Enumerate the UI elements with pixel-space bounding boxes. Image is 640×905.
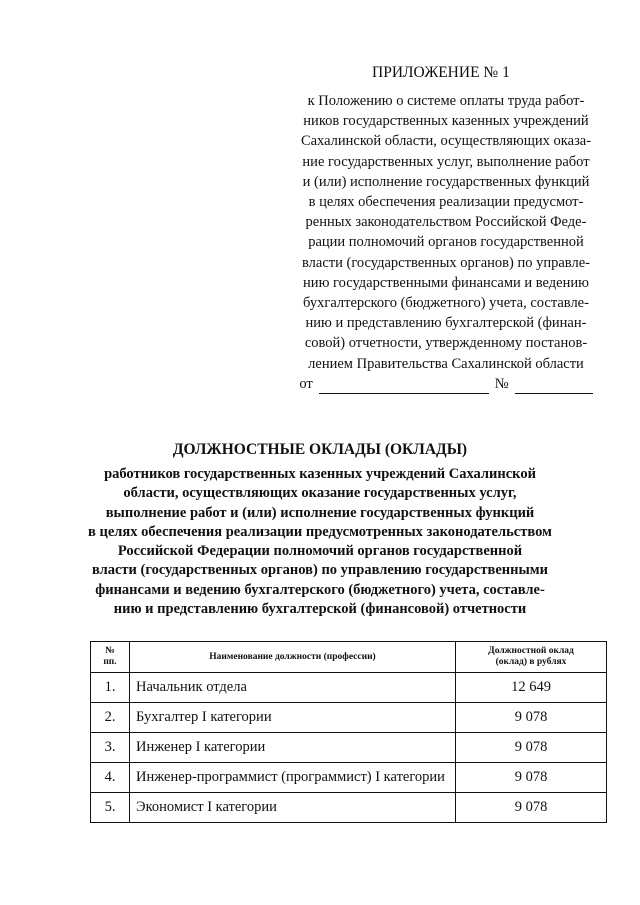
row-position-name: Инженер I категории (130, 733, 456, 763)
appendix-line: лением Правительства Сахалинской области (308, 355, 584, 372)
date-number-line (282, 374, 610, 394)
appendix-line: ренных законодательством Российской Феде- (305, 214, 587, 231)
row-salary: 9 078 (456, 793, 607, 823)
subtitle-line: в целях обеспечения реализации предусмотренных законодательством (88, 523, 552, 540)
row-number: 4. (91, 763, 130, 793)
row-number: 3. (91, 733, 130, 763)
appendix-title: ПРИЛОЖЕНИЕ № 1 (372, 64, 510, 81)
row-salary: 9 078 (456, 763, 607, 793)
header-number-line2: пп. (103, 657, 117, 667)
subtitle-line: нию и представлению бухгалтерской (финансовой) отчетности (113, 601, 527, 618)
header-salary-line1: Должностной оклад (488, 646, 574, 656)
date-blank (319, 379, 489, 394)
row-number: 5. (91, 793, 130, 823)
number-blank (515, 379, 593, 394)
document-subtitle (40, 465, 600, 619)
header-number (91, 642, 130, 673)
subtitle-line: власти (государственных органов) по управлению государственными (91, 562, 549, 579)
table-row (91, 733, 607, 763)
subtitle-line: работников государственных казенных учреждений Сахалинской (104, 466, 536, 482)
salary-table (90, 641, 607, 823)
subtitle-line: финансами и ведению бухгалтерского (бюджетного) учета, составле- (95, 581, 545, 598)
header-salary-line2: (оклад) в рублях (495, 657, 567, 667)
appendix-reference (282, 91, 610, 394)
row-salary: 12 649 (456, 673, 607, 703)
row-salary: 9 078 (456, 733, 607, 763)
appendix-line: ников государственных казенных учреждений (303, 113, 589, 130)
appendix-line: нию и представлению бухгалтерской (финан- (305, 315, 587, 332)
date-label: от (299, 375, 313, 392)
header-salary (456, 642, 607, 673)
row-position-name: Инженер-программист (программист) I категории (130, 763, 456, 793)
row-number: 2. (91, 703, 130, 733)
appendix-line: бухгалтерского (бюджетного) учета, составле- (303, 295, 589, 312)
row-position-name: Бухгалтер I категории (130, 703, 456, 733)
appendix-line: власти (государственных органов) по управле- (302, 254, 590, 271)
appendix-line: совой) отчетности, утвержденному постанов- (304, 335, 588, 352)
subtitle-line: выполнение работ и (или) исполнение государственных функций (105, 504, 535, 521)
subtitle-line: Российской Федерации полномочий органов государственной (117, 543, 523, 560)
table-row (91, 763, 607, 793)
header-position-name: Наименование должности (профессии) (130, 642, 456, 673)
appendix-line: нию государственными финансами и ведению (303, 274, 589, 291)
row-salary: 9 078 (456, 703, 607, 733)
number-label: № (494, 375, 509, 392)
row-position-name: Экономист I категории (130, 793, 456, 823)
appendix-line: ние государственных услуг, выполнение работ (302, 153, 590, 170)
table-row (91, 793, 607, 823)
appendix-line: рации полномочий органов государственной (308, 234, 584, 251)
header-number-line1: № (105, 646, 115, 656)
document-title: ДОЛЖНОСТНЫЕ ОКЛАДЫ (ОКЛАДЫ) (172, 441, 468, 458)
appendix-line: Сахалинской области, осуществляющих оказа- (300, 133, 592, 150)
table-row (91, 673, 607, 703)
table-row (91, 703, 607, 733)
appendix-line: к Положению о системе оплаты труда работ- (307, 93, 585, 109)
row-position-name: Начальник отдела (130, 673, 456, 703)
table-header-row (91, 642, 607, 673)
appendix-line: в целях обеспечения реализации предусмот- (308, 194, 584, 211)
row-number: 1. (91, 673, 130, 703)
appendix-line: и (или) исполнение государственных функций (302, 173, 590, 190)
subtitle-line: области, осуществляющих оказание государственных услуг, (123, 485, 517, 502)
